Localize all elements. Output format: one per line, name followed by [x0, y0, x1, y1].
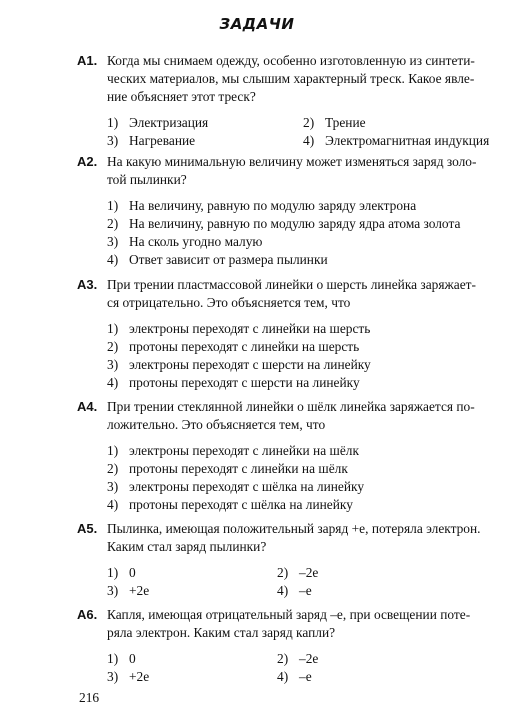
question-line: На какую минимальную величину может изменяться заряд золо- [107, 154, 477, 169]
question-line: ние объясняет этот треск? [107, 89, 256, 104]
task-label: А1. [77, 53, 98, 68]
question-line: ложительно. Это объясняется тем, что [107, 417, 326, 432]
task-a4 [77, 398, 493, 514]
answer-options [107, 114, 493, 150]
answer-option: 3) На сколь угодно малую [107, 234, 263, 249]
question-line: ческих материалов, мы слышим характерный треск. Какое явле- [107, 71, 475, 86]
answer-options [107, 320, 493, 392]
task-question [107, 276, 493, 312]
question-line: ряла электрон. Каким стал заряд капли? [107, 625, 336, 640]
answer-option: 2) протоны переходят с линейки на шерсть [107, 339, 360, 354]
answer-options [107, 197, 493, 269]
answer-option: 2) Трение [303, 115, 366, 130]
task-label: А4. [77, 399, 98, 414]
question-line: Когда мы снимаем одежду, особенно изготовленную из синтети- [107, 53, 475, 68]
answer-option: 3) электроны переходят с шёлка на линейку [107, 479, 365, 494]
answer-option: 2) –2е [277, 651, 319, 666]
answer-option: 2) На величину, равную по модулю заряду ядра атома золота [107, 216, 461, 231]
answer-option: 1) электроны переходят с линейки на шерсть [107, 321, 371, 336]
page-number: 216 [79, 690, 100, 705]
task-a6 [77, 606, 493, 686]
answer-option: 4) –е [277, 669, 312, 684]
question-line: ся отрицательно. Это объясняется тем, что [107, 295, 351, 310]
answer-option: 4) –е [277, 583, 312, 598]
page-title: ЗАДАЧИ [219, 15, 295, 33]
task-question [107, 606, 493, 642]
answer-option: 1) Электризация [107, 115, 209, 130]
task-question [107, 520, 493, 556]
question-line: При трении пластмассовой линейки о шерсть линейка заряжает- [107, 277, 476, 292]
answer-option: 4) Ответ зависит от размера пылинки [107, 252, 328, 267]
question-line: Пылинка, имеющая положительный заряд +е, потеряла электрон. [107, 521, 481, 536]
question-line: Каким стал заряд пылинки? [107, 539, 267, 554]
answer-options [107, 442, 493, 514]
answer-option: 1) электроны переходят с линейки на шёлк [107, 443, 359, 458]
answer-option: 4) Электромагнитная индукция [303, 133, 490, 148]
answer-option: 4) протоны переходят с шёлка на линейку [107, 497, 353, 512]
task-a1 [77, 52, 493, 150]
task-label: А3. [77, 277, 98, 292]
task-question [107, 398, 493, 434]
answer-options [107, 650, 493, 686]
question-line: Капля, имеющая отрицательный заряд –е, при освещении поте- [107, 607, 471, 622]
answer-option: 3) +2е [107, 583, 150, 598]
task-question [107, 153, 493, 189]
task-a2 [77, 153, 493, 269]
answer-option: 3) +2е [107, 669, 150, 684]
task-label: А5. [77, 521, 98, 536]
answer-option: 4) протоны переходят с шерсти на линейку [107, 375, 360, 390]
task-a5 [77, 520, 493, 600]
answer-option: 3) Нагревание [107, 133, 196, 148]
answer-options [107, 564, 493, 600]
answer-option: 1) 0 [107, 651, 136, 666]
task-question [107, 52, 493, 106]
question-line: При трении стеклянной линейки о шёлк линейка заряжается по- [107, 399, 475, 414]
task-a3 [77, 276, 493, 392]
answer-option: 1) 0 [107, 565, 136, 580]
answer-option: 2) –2е [277, 565, 319, 580]
answer-option: 2) протоны переходят с линейки на шёлк [107, 461, 348, 476]
answer-option: 1) На величину, равную по модулю заряду электрона [107, 198, 417, 213]
question-line: той пылинки? [107, 172, 187, 187]
task-label: А2. [77, 154, 98, 169]
task-label: А6. [77, 607, 98, 622]
answer-option: 3) электроны переходят с шерсти на линейку [107, 357, 371, 372]
